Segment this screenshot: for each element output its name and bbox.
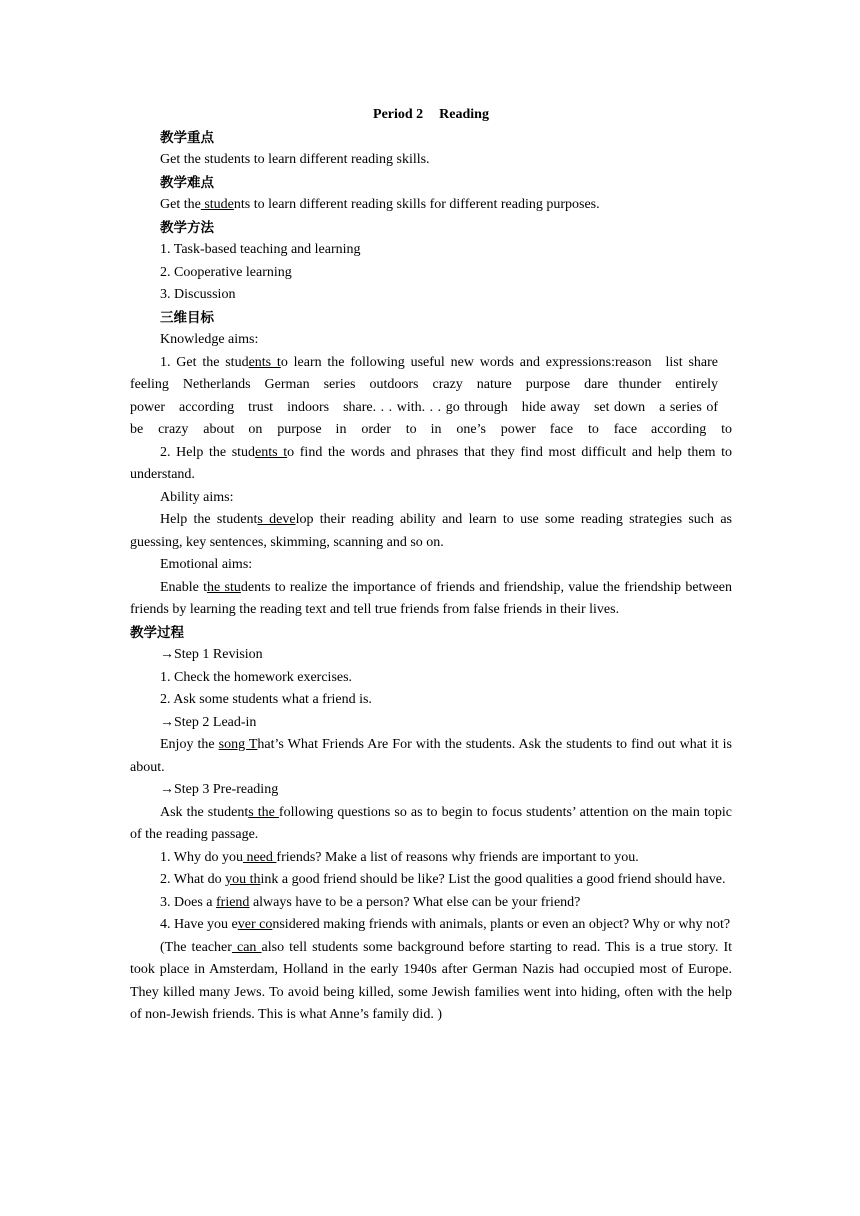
question-2: 2. What do you think a good friend should be like? List the good qualities a good friend should have. — [160, 872, 726, 887]
question-4: 4. Have you ever considered making friends with animals, plants or even an object? Why or why not? — [160, 917, 731, 932]
heading-teaching-process: 教学过程 — [130, 624, 184, 641]
document-page — [130, 104, 732, 1027]
knowledge-aim-1: 1. Get the students to learn the following useful new words and expressions:reason list share feeling Netherlands German series outdoors crazy nature purpose dare thunder entirely power according trust indoors share. . . with. . . go through hide away set down a series of be crazy about on purpose in order to in one’s power face to face according to — [130, 354, 732, 437]
page-title — [130, 104, 732, 127]
knowledge-aims-label: Knowledge aims: — [160, 332, 259, 347]
heading-teaching-focus: 教学重点 — [160, 129, 214, 146]
title-reading: Reading — [439, 107, 489, 122]
focus-text: Get the students to learn different reading skills. — [160, 152, 430, 167]
title-period: Period 2 — [373, 107, 424, 122]
step-3-text: Ask the students the following questions so as to begin to focus students’ attention on the main topic of the reading passage. — [130, 804, 732, 842]
knowledge-aim-2: 2. Help the students to find the words and phrases that they find most difficult and help them to understand. — [130, 444, 732, 482]
ability-aims-label: Ability aims: — [160, 489, 234, 505]
heading-three-dimensional-goals: 三维目标 — [160, 309, 214, 326]
question-3: 3. Does a friend always have to be a person? What else can be your friend? — [160, 894, 581, 910]
teacher-note: (The teacher can also tell students some background before starting to read. This is a true story. It took place in Amsterdam, Holland in the early 1940s after German Nazis had occupied most of Europe. They killed many Jews. To avoid being killed, some Jewish families went into hiding, often with the help of non-Jewish friends. This is what Anne’s family did. ) — [130, 939, 732, 1022]
question-1: 1. Why do you need friends? Make a list of reasons why friends are important to you. — [160, 849, 639, 865]
emotional-aims-text: Enable the students to realize the importance of friends and friendship, value the friendship between friends by learning the reading text and tell true friends from false friends in their lives. — [130, 579, 732, 617]
step-1-item: 2. Ask some students what a friend is. — [160, 692, 372, 707]
emotional-aims-label: Emotional aims: — [160, 557, 253, 572]
step-1-heading: →Step 1 Revision — [160, 647, 263, 662]
difficulty-text: Get the students to learn different reading skills for different reading purposes. — [160, 197, 600, 212]
method-item: 2. Cooperative learning — [160, 264, 292, 280]
heading-teaching-difficulty: 教学难点 — [160, 174, 214, 191]
step-1-item: 1. Check the homework exercises. — [160, 669, 353, 685]
heading-teaching-methods: 教学方法 — [160, 219, 214, 236]
method-item: 3. Discussion — [160, 287, 236, 302]
step-2-text: Enjoy the song That’s What Friends Are For with the students. Ask the students to find out what it is about. — [130, 737, 733, 775]
step-3-heading: →Step 3 Pre-reading — [160, 782, 279, 797]
ability-aims-text: Help the students develop their reading ability and learn to use some reading strategies such as guessing, key sentences, skimming, scanning and so on. — [130, 512, 732, 550]
step-2-heading: →Step 2 Lead-in — [160, 714, 257, 730]
method-item: 1. Task-based teaching and learning — [160, 242, 361, 257]
